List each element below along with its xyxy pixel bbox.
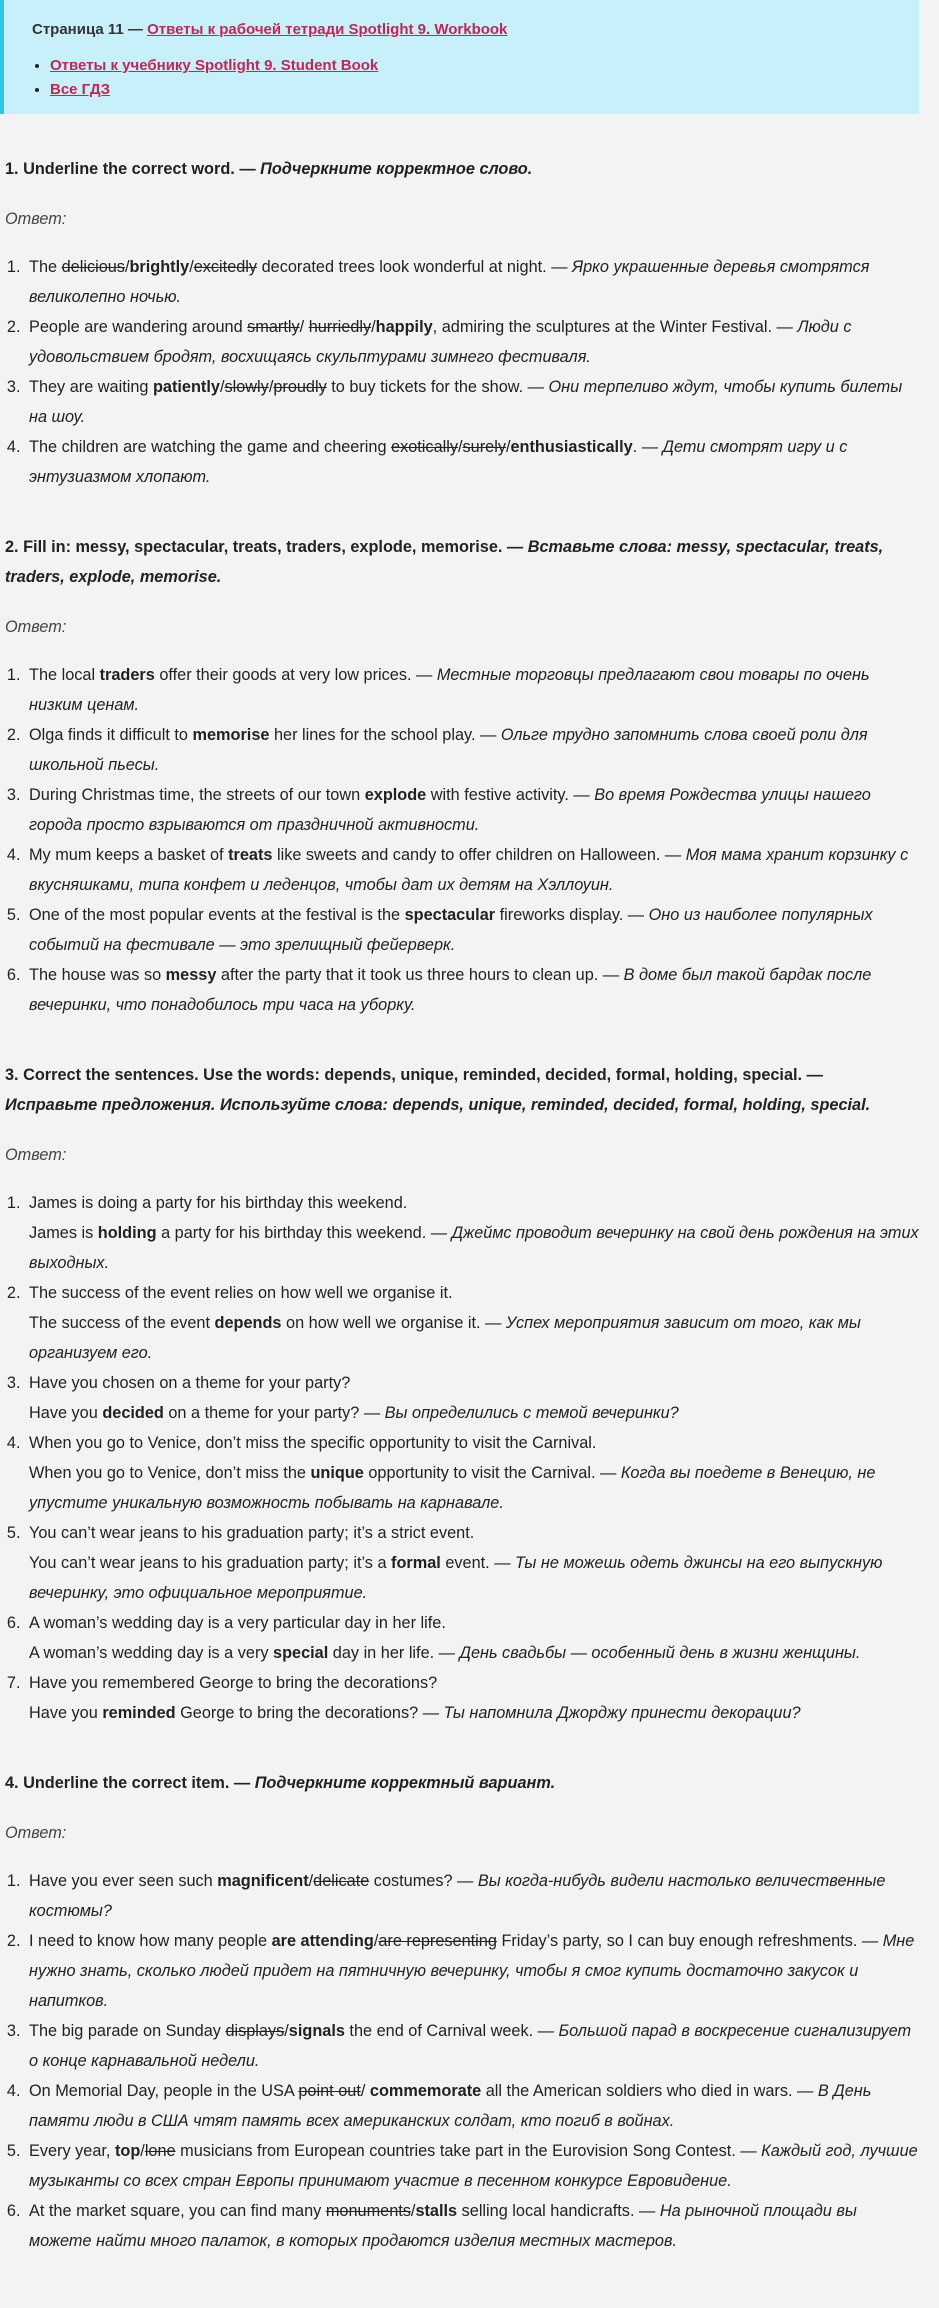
list-item (25, 312, 919, 372)
answer-label: Ответ: (5, 1824, 67, 1842)
sentence-text: Have you (29, 1704, 103, 1722)
translation-text: Во время Рождества улицы нашего города просто взрываются от праздничной активности. (29, 786, 871, 834)
sentence-text: with festive activity. — (426, 786, 595, 804)
correct-answer: commemorate (369, 2082, 482, 2100)
correct-answer: treats (228, 846, 273, 864)
sentence-text: musicians from European countries take part in the Eurovision Song Contest. — (175, 2142, 762, 2160)
sentence-text: opportunity to visit the Carnival. — (363, 1464, 621, 1482)
struck-option: hurriedly (308, 318, 372, 336)
list-item (25, 900, 919, 960)
sentence-text: after the party that it took us three hours to clean up. — (216, 966, 624, 984)
sentence-text: selling local handicrafts. — (457, 2202, 660, 2220)
correct-answer: stalls (415, 2202, 458, 2220)
list-item (25, 2016, 919, 2076)
sentence-text: The local (29, 666, 100, 684)
correct-answer: holding (97, 1224, 157, 1242)
translation-text: Успех мероприятия зависит от того, как мы организуем его. (29, 1314, 861, 1362)
correct-answer: reminded (102, 1704, 176, 1722)
content (0, 154, 939, 2256)
sentence-text: People are wandering around (29, 318, 248, 336)
sentence-text: to buy tickets for the show. — (326, 378, 549, 396)
translation-text: Они терпеливо ждут, чтобы купить билеты на шоу. (29, 378, 903, 426)
sentence-text: / (371, 318, 376, 336)
sentence-text: My mum keeps a basket of (29, 846, 229, 864)
sentence-text: 1. James is doing a party for his birthday this weekend. (29, 1194, 408, 1212)
nav-link-item (50, 54, 891, 78)
translation-text: Большой парад в воскресение сигнализирует о конце карнавальной недели. (29, 2022, 912, 2070)
translation-text: Ты напомнила Джорджу принести декорации? (443, 1704, 801, 1722)
list-item (25, 660, 919, 720)
struck-option: monuments (325, 2202, 411, 2220)
list-item (25, 1428, 919, 1518)
sentence-text: costumes? — (369, 1872, 478, 1890)
list-item (25, 1518, 919, 1608)
translation-text: Местные торговцы предлагают свои товары по очень низким ценам. (29, 666, 870, 714)
correct-answer: messy (165, 966, 217, 984)
sentence-text: Olga finds it difficult to (29, 726, 193, 744)
correct-answer: are attending (271, 1932, 374, 1950)
answer-label: Ответ: (5, 1146, 67, 1164)
page-title (32, 16, 891, 44)
sentence-text: fireworks display. — (495, 906, 649, 924)
sentence-text: offer their goods at very low prices. — (154, 666, 437, 684)
sentence-text: / (299, 318, 309, 336)
struck-option: delicate (313, 1872, 370, 1890)
correct-answer: patiently (152, 378, 220, 396)
list-item (25, 1866, 919, 1926)
correct-answer: special (273, 1644, 329, 1662)
sentence-text: / (360, 2082, 370, 2100)
exercise-title-ru: Исправьте предложения. Используйте слова: depends, unique, reminded, decided, formal, holding, special. (5, 1096, 871, 1114)
exercise-4-list (5, 1866, 919, 2256)
sentence-text: At the market square, you can find many (29, 2202, 326, 2220)
exercise-title-en: 4. Underline the correct item. — (5, 1774, 255, 1792)
list-item (25, 960, 919, 1020)
list-item (25, 1278, 919, 1368)
sentence-text: When you go to Venice, don’t miss the (29, 1464, 311, 1482)
sentence-text: 4. When you go to Venice, don’t miss the specific opportunity to visit the Carnival. (29, 1434, 597, 1452)
sentence-text: / (308, 1872, 314, 1890)
all-gdz-link[interactable]: Все ГДЗ (50, 81, 111, 98)
nav-link-item (50, 78, 891, 102)
list-item (25, 1188, 919, 1278)
list-item (25, 780, 919, 840)
sentence-text: Have you (29, 1404, 103, 1422)
correct-answer: top (114, 2142, 141, 2160)
list-item (25, 1368, 919, 1428)
sentence-text: / (505, 438, 511, 456)
translation-text: В День памяти люди в США чтят память всех американских солдат, кто погиб в войнах. (29, 2082, 872, 2130)
translation-text: Оно из наиболее популярных событий на фестивале — это зрелищный фейерверк. (29, 906, 873, 954)
sentence-text: 5. You can’t wear jeans to his graduation party; it’s a strict event. (29, 1524, 475, 1542)
sentence-text: / (219, 378, 225, 396)
sentence-text: 6. A woman’s wedding day is a very particular day in her life. (29, 1614, 446, 1632)
workbook-link[interactable]: Ответы к рабочей тетради Spotlight 9. Workbook (147, 21, 508, 38)
translation-text: На рыночной площади вы можете найти много палаток, в которых продаются изделия местных мастеров. (29, 2202, 857, 2250)
struck-option: are representing (378, 1932, 497, 1950)
correct-answer: signals (288, 2022, 345, 2040)
translation-text: Джеймс проводит вечеринку на свой день рождения на этих выходных. (29, 1224, 919, 1272)
translation-text: Вы когда-нибудь видели настолько величественные костюмы? (29, 1872, 886, 1920)
sentence-text: / (124, 258, 130, 276)
struck-option: exotically (391, 438, 458, 456)
exercise-title-ru: Подчеркните корректное слово. (260, 160, 533, 178)
list-item (25, 252, 919, 312)
translation-text: Ярко украшенные деревья смотрятся великолепно ночью. (29, 258, 870, 306)
correct-answer: depends (214, 1314, 282, 1332)
translation-text: Ты не можешь одеть джинсы на его выпускную вечеринку, это официальное мероприятие. (29, 1554, 883, 1602)
sentence-text: all the American soldiers who died in wars. — (481, 2082, 818, 2100)
correct-answer: enthusiastically (510, 438, 633, 456)
struck-option: smartly (247, 318, 300, 336)
translation-text: В доме был такой бардак после вечеринки, что понадобилось три часа на уборку. (29, 966, 872, 1014)
exercise-1-list (5, 252, 919, 492)
correct-answer: traders (99, 666, 155, 684)
sentence-text: like sweets and candy to offer children on Halloween. — (272, 846, 686, 864)
student-book-link[interactable]: Ответы к учебнику Spotlight 9. Student Book (50, 57, 379, 74)
sentence-text: / (140, 2142, 145, 2160)
sentence-text: Have you ever seen such (29, 1872, 218, 1890)
translation-text: День свадьбы — особенный день в жизни женщины. (459, 1644, 861, 1662)
sentence-text: A woman’s wedding day is a very (29, 1644, 274, 1662)
correct-answer: brightly (129, 258, 190, 276)
translation-text: Вы определились с темой вечеринки? (384, 1404, 679, 1422)
sentence-text: her lines for the school play. — (269, 726, 501, 744)
sentence-text: / (189, 258, 194, 276)
sentence-text: 7. Have you remembered George to bring the decorations? (29, 1674, 438, 1692)
sentence-text: The big parade on Sunday (29, 2022, 226, 2040)
exercise-2-list (5, 660, 919, 1020)
navigation-box (0, 0, 919, 114)
correct-answer: decided (102, 1404, 164, 1422)
exercise-2-title (5, 532, 919, 592)
exercise-title-ru: Подчеркните корректный вариант. (254, 1774, 556, 1792)
struck-option: excitedly (193, 258, 258, 276)
sentence-text: / (284, 2022, 289, 2040)
correct-answer: spectacular (404, 906, 496, 924)
sentence-text: You can’t wear jeans to his graduation party; it’s a (29, 1554, 392, 1572)
page-label: Страница 11 — (32, 21, 148, 38)
struck-option: delicious (61, 258, 125, 276)
correct-answer: memorise (192, 726, 270, 744)
correct-answer: explode (364, 786, 427, 804)
sentence-text: The children are watching the game and cheering (29, 438, 392, 456)
struck-option: point out (298, 2082, 361, 2100)
sentence-text: day in her life. — (328, 1644, 460, 1662)
sentence-text: / (410, 2202, 416, 2220)
correct-answer: happily (375, 318, 433, 336)
exercise-title-en: 2. Fill in: messy, spectacular, treats, traders, explode, memorise. — (5, 538, 528, 556)
struck-option: slowly (224, 378, 269, 396)
sentence-text: 3. Have you chosen on a theme for your party? (29, 1374, 351, 1392)
sentence-text: on how well we organise it. — (281, 1314, 506, 1332)
struck-option: displays (225, 2022, 285, 2040)
translation-text: Каждый год, лучшие музыканты со всех стран Европы принимают участие в песенном конкурсе Евровидение. (29, 2142, 918, 2190)
sentence-text: decorated trees look wonderful at night. — (257, 258, 573, 276)
sentence-text: During Christmas time, the streets of our town (29, 786, 365, 804)
list-item (25, 1608, 919, 1668)
exercise-title-en: 3. Correct the sentences. Use the words: depends, unique, reminded, decided, formal, holding, special. — (5, 1066, 823, 1084)
sentence-text: on a theme for your party? — (163, 1404, 385, 1422)
list-item (25, 2136, 919, 2196)
nav-links (32, 54, 891, 102)
translation-text: Мне нужно знать, сколько людей придет на пятничную вечеринку, чтобы я смог купить достаточно закусок и напитков. (29, 1932, 915, 2010)
sentence-text: On Memorial Day, people in the USA (29, 2082, 299, 2100)
sentence-text: They are waiting (29, 378, 153, 396)
sentence-text: The (29, 258, 62, 276)
answer-label: Ответ: (5, 618, 67, 636)
answer-label: Ответ: (5, 210, 67, 228)
struck-option: proudly (273, 378, 327, 396)
sentence-text: The success of the event (29, 1314, 215, 1332)
sentence-text: George to bring the decorations? — (175, 1704, 444, 1722)
sentence-text: a party for his birthday this weekend. — (156, 1224, 452, 1242)
exercise-title-ru: Вставьте слова: messy, spectacular, treats, traders, explode, memorise. (5, 538, 884, 586)
list-item (25, 432, 919, 492)
exercise-title-en: 1. Underline the correct word. — (5, 160, 261, 178)
sentence-text: James is (29, 1224, 98, 1242)
sentence-text: / (268, 378, 274, 396)
list-item (25, 1668, 919, 1728)
sentence-text: event. — (440, 1554, 516, 1572)
correct-answer: formal (391, 1554, 441, 1572)
struck-option: lone (144, 2142, 176, 2160)
sentence-text: / (458, 438, 463, 456)
sentence-text: 2. The success of the event relies on how well we organise it. (29, 1284, 453, 1302)
sentence-text: the end of Carnival week. — (344, 2022, 559, 2040)
exercise-3-title (5, 1060, 919, 1120)
translation-text: Ольге трудно запомнить слова своей роли для школьной пьесы. (29, 726, 868, 774)
sentence-text: I need to know how many people (29, 1932, 272, 1950)
translation-text: Когда вы поедете в Венецию, не упустите уникальную возможность побывать на карнавале. (29, 1464, 876, 1512)
translation-text: Дети смотрят игру и с энтузиазмом хлопают. (29, 438, 848, 486)
sentence-text: Every year, (29, 2142, 115, 2160)
list-item (25, 2196, 919, 2256)
struck-option: surely (462, 438, 506, 456)
sentence-text: Friday’s party, so I can buy enough refreshments. — (496, 1932, 883, 1950)
exercise-1-title (5, 154, 919, 184)
list-item (25, 1926, 919, 2016)
sentence-text: The house was so (29, 966, 166, 984)
translation-text: Люди с удовольствием бродят, восхищаясь скульптурами зимнего фестиваля. (29, 318, 852, 366)
sentence-text: . — (632, 438, 663, 456)
correct-answer: magnificent (217, 1872, 309, 1890)
sentence-text: / (373, 1932, 379, 1950)
list-item (25, 372, 919, 432)
sentence-text: One of the most popular events at the festival is the (29, 906, 405, 924)
sentence-text: , admiring the sculptures at the Winter Festival. — (432, 318, 798, 336)
list-item (25, 720, 919, 780)
exercise-3-list (5, 1188, 919, 1728)
list-item (25, 2076, 919, 2136)
correct-answer: unique (310, 1464, 364, 1482)
list-item (25, 840, 919, 900)
translation-text: Моя мама хранит корзинку с вкусняшками, типа конфет и леденцов, чтобы дат их детям на Хэллоуин. (29, 846, 909, 894)
exercise-4-title (5, 1768, 919, 1798)
